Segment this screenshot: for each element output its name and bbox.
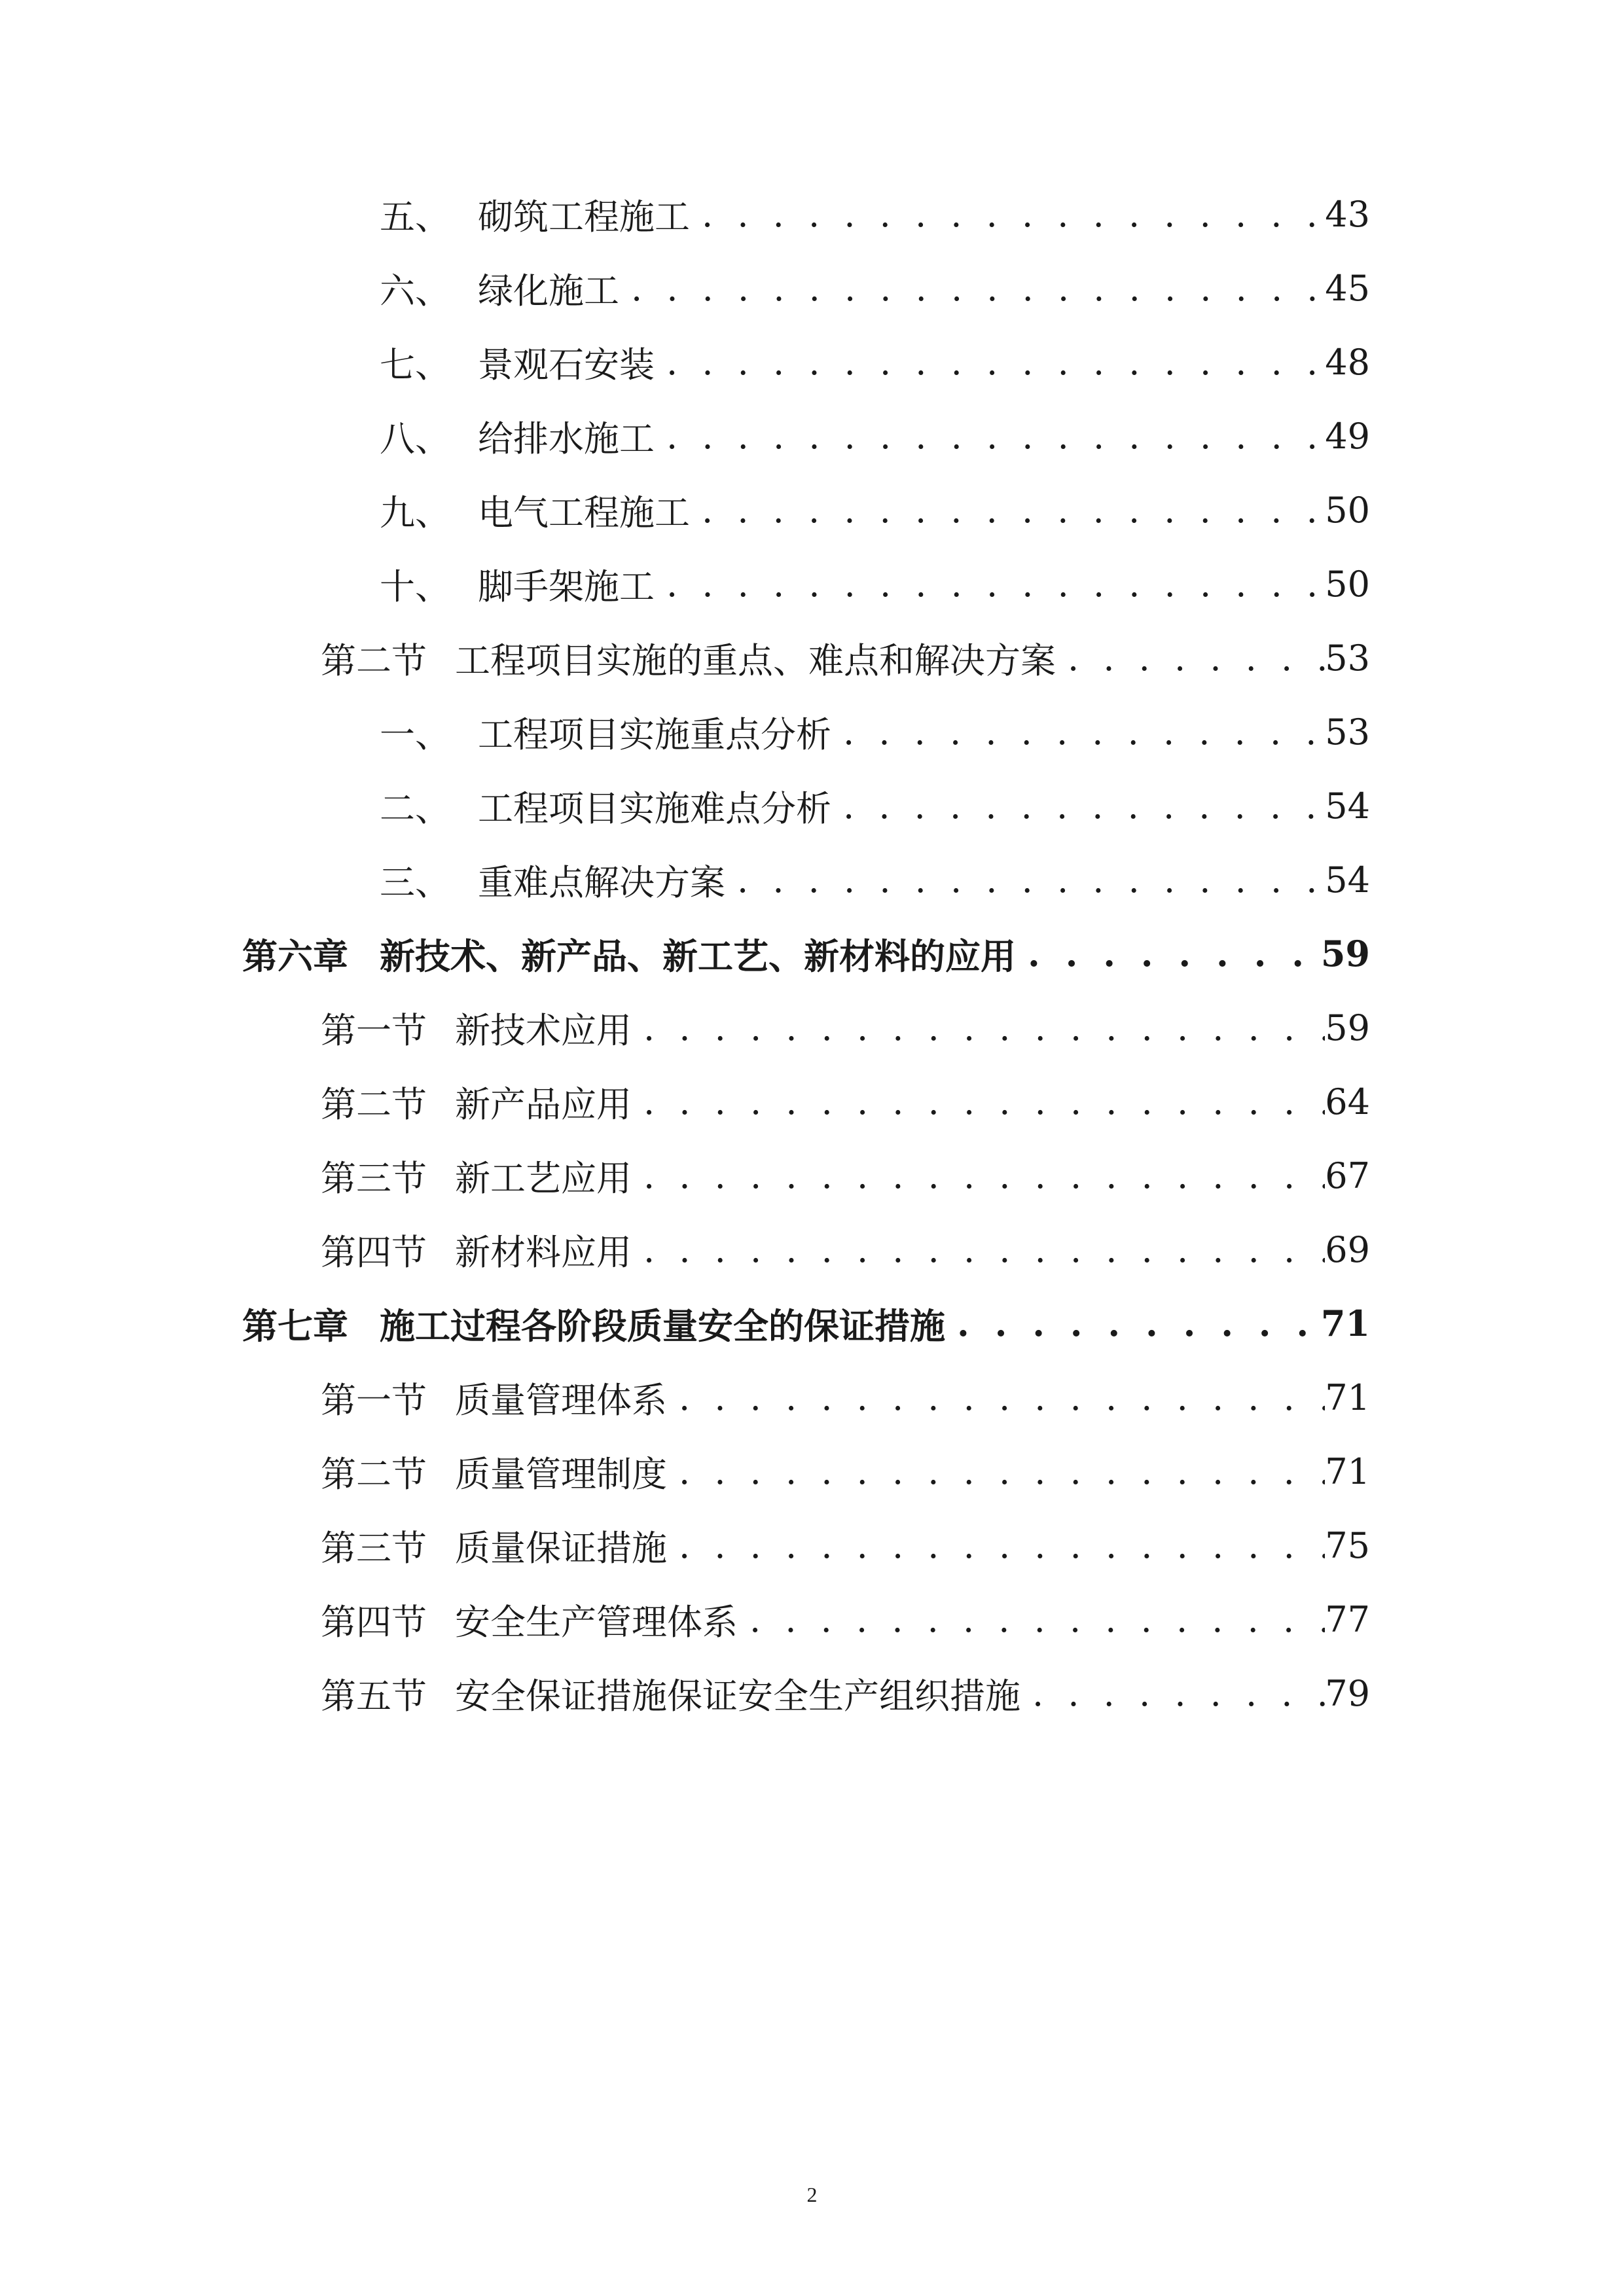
toc-section-entry[interactable]	[321, 1213, 1370, 1285]
toc-entry-page: 75	[1325, 1524, 1370, 1566]
toc-chapter-entry[interactable]	[242, 918, 1370, 990]
toc-entry-title: 工程项目实施难点分析	[478, 787, 831, 829]
toc-leader-dots	[655, 342, 1325, 383]
toc-section-entry[interactable]	[321, 1657, 1370, 1729]
toc-leader-dots	[632, 1155, 1325, 1196]
toc-leader-dots	[632, 1081, 1325, 1122]
toc-entry-title: 重难点解决方案	[478, 861, 725, 903]
toc-entry-number: 第三节	[321, 1157, 427, 1199]
toc-leader-dots	[1016, 933, 1321, 975]
toc-leader-dots	[690, 194, 1325, 235]
toc-entry-number: 第七章	[242, 1304, 348, 1347]
toc-leader-dots	[632, 1229, 1325, 1270]
toc-entry-page: 79	[1325, 1672, 1370, 1714]
toc-entry[interactable]	[380, 474, 1370, 546]
toc-leader-dots	[655, 564, 1325, 605]
toc-entry-number: 第二节	[321, 639, 427, 681]
toc-leader-dots	[1020, 1673, 1325, 1714]
toc-entry-title: 工程项目实施的重点、难点和解决方案	[455, 639, 1056, 681]
toc-entry[interactable]	[380, 252, 1370, 324]
toc-entry-title: 质量管理制度	[455, 1453, 667, 1495]
toc-entry-page: 49	[1325, 415, 1370, 457]
toc-entry-page: 71	[1320, 1302, 1370, 1344]
toc-entry-title: 新技术应用	[455, 1009, 632, 1051]
toc-entry-number: 第四节	[321, 1231, 427, 1273]
toc-entry-number: 五、	[380, 196, 450, 238]
toc-leader-dots	[831, 785, 1325, 827]
toc-entry-title: 安全生产管理体系	[455, 1601, 738, 1643]
toc-entry-title: 新技术、新产品、新工艺、新材料的应用	[380, 935, 1016, 977]
toc-entry-title: 安全保证措施保证安全生产组织措施	[455, 1675, 1020, 1717]
toc-leader-dots	[945, 1302, 1321, 1344]
toc-entry-title: 施工过程各阶段质量安全的保证措施	[380, 1304, 945, 1347]
toc-leader-dots	[831, 711, 1325, 753]
toc-entry-title: 脚手架施工	[478, 565, 655, 607]
toc-entry-title: 砌筑工程施工	[478, 196, 690, 238]
toc-entry-page: 71	[1325, 1376, 1370, 1418]
toc-entry-page: 50	[1325, 489, 1370, 531]
toc-leader-dots	[690, 490, 1325, 531]
toc-leader-dots	[725, 859, 1325, 901]
toc-section-entry[interactable]	[321, 1139, 1370, 1211]
toc-entry-title: 景观石安装	[478, 344, 655, 386]
toc-entry-page: 59	[1325, 1007, 1370, 1049]
toc-section-entry[interactable]	[321, 1435, 1370, 1507]
toc-entry[interactable]	[380, 548, 1370, 620]
toc-chapter-entry[interactable]	[242, 1287, 1370, 1359]
toc-entry[interactable]	[380, 400, 1370, 472]
toc-entry-page: 48	[1325, 341, 1370, 383]
toc-leader-dots	[667, 1451, 1325, 1492]
toc-entry-number: 第二节	[321, 1083, 427, 1125]
toc-leader-dots	[667, 1525, 1325, 1566]
toc-entry-page: 59	[1320, 933, 1370, 975]
toc-entry-number: 九、	[380, 492, 450, 533]
toc-entry-title: 电气工程施工	[478, 492, 690, 533]
toc-leader-dots	[655, 416, 1325, 457]
toc-section-entry[interactable]	[321, 1361, 1370, 1433]
toc-entry-page: 64	[1325, 1081, 1370, 1122]
toc-entry-page: 53	[1325, 637, 1370, 679]
toc-leader-dots	[738, 1599, 1325, 1640]
toc-entry-title: 质量管理体系	[455, 1379, 667, 1421]
toc-entry[interactable]	[380, 326, 1370, 398]
toc-leader-dots	[632, 1007, 1325, 1049]
toc-entry-page: 54	[1325, 859, 1370, 901]
toc-section-entry[interactable]	[321, 992, 1370, 1064]
toc-entry-number: 第二节	[321, 1453, 427, 1495]
toc-entry-page: 54	[1325, 785, 1370, 827]
toc-leader-dots	[619, 268, 1325, 309]
toc-entry-number: 第三节	[321, 1527, 427, 1569]
toc-entry-number: 第一节	[321, 1009, 427, 1051]
toc-section-entry[interactable]	[321, 1583, 1370, 1655]
toc-leader-dots	[667, 1377, 1325, 1418]
toc-entry[interactable]	[380, 770, 1370, 842]
toc-entry-page: 77	[1325, 1598, 1370, 1640]
toc-entry-number: 二、	[380, 787, 450, 829]
toc-entry-page: 53	[1325, 711, 1370, 753]
page-number: 2	[806, 2183, 818, 2206]
toc-section-entry[interactable]	[321, 1066, 1370, 1138]
toc-entry-page: 71	[1325, 1450, 1370, 1492]
toc-leader-dots	[1056, 637, 1325, 679]
toc-entry[interactable]	[380, 178, 1370, 250]
toc-entry-title: 新材料应用	[455, 1231, 632, 1273]
toc-entry-page: 43	[1325, 193, 1370, 235]
toc-entry-title: 新工艺应用	[455, 1157, 632, 1199]
toc-entry-number: 第六章	[242, 935, 348, 977]
toc-entry-number: 第四节	[321, 1601, 427, 1643]
toc-entry-number: 十、	[380, 565, 450, 607]
toc-entry-title: 质量保证措施	[455, 1527, 667, 1569]
toc-entry-title: 给排水施工	[478, 418, 655, 459]
toc-entry-number: 六、	[380, 270, 450, 312]
toc-entry-number: 一、	[380, 713, 450, 755]
toc-entry-number: 三、	[380, 861, 450, 903]
toc-entry-title: 工程项目实施重点分析	[478, 713, 831, 755]
toc-entry[interactable]	[380, 844, 1370, 916]
toc-entry[interactable]	[380, 696, 1370, 768]
toc-section-entry[interactable]	[321, 1509, 1370, 1581]
toc-entry-number: 第五节	[321, 1675, 427, 1717]
toc-section-entry[interactable]	[321, 622, 1370, 694]
toc-entry-page: 50	[1325, 563, 1370, 605]
toc-entry-page: 45	[1325, 267, 1370, 309]
toc-entry-page: 67	[1325, 1155, 1370, 1196]
toc-entry-number: 八、	[380, 418, 450, 459]
toc-entry-page: 69	[1325, 1229, 1370, 1270]
toc-entry-title: 新产品应用	[455, 1083, 632, 1125]
toc-entry-number: 七、	[380, 344, 450, 386]
toc-entry-number: 第一节	[321, 1379, 427, 1421]
toc-entry-title: 绿化施工	[478, 270, 619, 312]
